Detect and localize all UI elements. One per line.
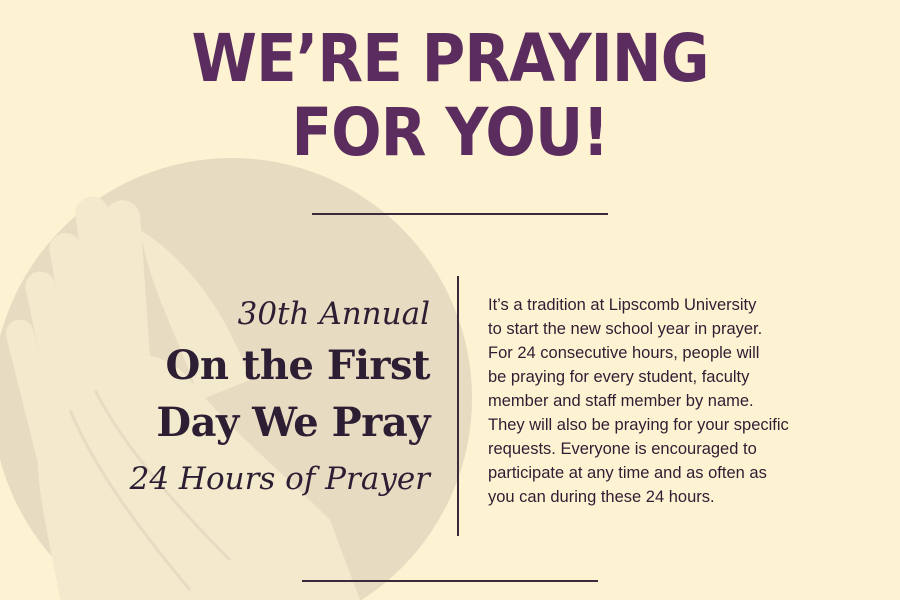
- event-block: [130, 292, 430, 504]
- event-title-line-1: On the First: [165, 342, 430, 389]
- description-line: They will also be praying for your specific: [488, 416, 789, 434]
- description-line: requests. Everyone is encouraged to: [488, 440, 757, 458]
- page-headline: [45, 22, 855, 170]
- description-line: member and staff member by name.: [488, 392, 754, 410]
- description-line: to start the new school year in prayer.: [488, 320, 763, 338]
- event-subtitle: 24 Hours of Prayer: [129, 461, 430, 497]
- top-divider: [312, 213, 608, 215]
- headline-line-1: WE’RE PRAYING: [191, 20, 709, 97]
- event-annual: 30th Annual: [237, 296, 430, 332]
- vertical-divider: [457, 276, 459, 536]
- description-line: participate at any time and as often as: [488, 464, 767, 482]
- description-line: be praying for every student, faculty: [488, 368, 750, 386]
- bottom-divider: [302, 580, 598, 582]
- description-line: you can during these 24 hours.: [488, 488, 715, 506]
- headline-line-2: FOR YOU!: [291, 94, 609, 171]
- description-line: It’s a tradition at Lipscomb University: [488, 296, 757, 314]
- description-line: For 24 consecutive hours, people will: [488, 344, 760, 362]
- event-title-line-2: Day We Pray: [156, 399, 430, 446]
- event-description: [488, 293, 818, 509]
